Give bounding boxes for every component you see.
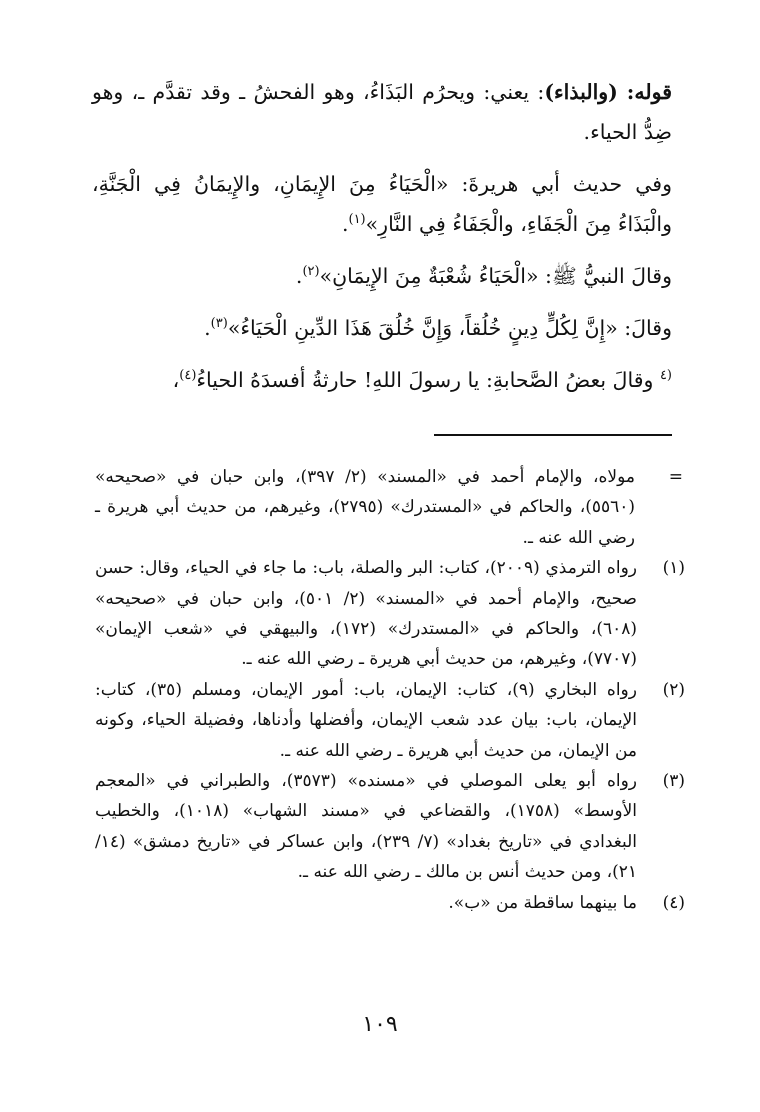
continuation-mark: = [668,467,683,487]
paragraph-abu-hurayra-hadith [92,164,672,244]
footnote-ref-4[interactable]: (٤) [179,368,197,383]
paragraph-text: وقالَ: «إِنَّ لِكُلٍّ دِينٍ خُلُقاً، وَإِنَّ خُلُقَ هَذَا الدِّينِ الْحَيَاءُ» [227,316,672,340]
footnote-3 [95,766,685,888]
footnote-4 [95,888,685,918]
paragraph-haya-shuba [92,256,672,296]
footnote-ref-3[interactable]: (٣) [210,316,228,331]
paragraph-end: . [204,316,211,340]
paragraph-end: . [295,264,303,288]
paragraph-albadhaa [92,72,672,152]
paragraph-text: وقالَ النبيُّ ﷺ: «الْحَيَاءُ شُعْبَةٌ مِنَ الإِيمَانِ» [319,264,672,288]
paragraph-khuluq-din [92,308,672,348]
footnote-text: رواه البخاري (٩)، كتاب: الإيمان، باب: أمور الإيمان، ومسلم (٣٥)، كتاب: الإيمان، باب: بيان عدد شعب الإيمان، وأفضلها وأدناها، وفضيلة الحياء، وكونه من الإيمان، من حديث أبي هريرة ـ رضي الله عنه ـ. [95,679,637,761]
heading-term: قوله: (والبذاء) [544,80,672,104]
footnote-text: مولاه، والإمام أحمد في «المسند» (٢/ ٣٩٧)، وابن حبان في «صحيحه» (٥٥٦٠)، والحاكم في «المستدرك» (٢٧٩٥)، وغيرهم، من حديث أبي هريرة ـ رضي الله عنه ـ. [95,467,635,548]
main-text [92,72,672,412]
page-number: ١٠٩ [362,1012,398,1037]
footnote-open-mark: (٤ [659,368,672,383]
footnote-text: ما بينهما ساقطة من «ب». [448,892,637,913]
footnote-text: رواه أبو يعلى الموصلي في «مسنده» (٣٥٧٣)، والطبراني في «المعجم الأوسط» (١٧٥٨)، والقضاعي في «مسند الشهاب» (١٠١٨)، والخطيب البغدادي في «تاريخ بغداد» (٧/ ٢٣٩)، وابن عساكر في «تاريخ دمشق» (١٤/ ٢١)، ومن حديث أنس بن مالك ـ رضي الله عنه ـ. [95,771,638,883]
footnote-ref-1[interactable]: (١) [348,212,366,227]
footnote-continuation [95,462,685,553]
footnote-number: (٤) [662,892,685,913]
footnote-2 [95,675,685,766]
footnote-ref-2[interactable]: (٢) [302,264,320,279]
paragraph-end: . [341,212,349,236]
paragraph-haritha [92,360,672,400]
paragraph-text: وقالَ بعضُ الصَّحابةِ: يا رسولَ اللهِ! حارثةُ أفسدَهُ الحياءُ [196,368,654,392]
footnote-text: رواه الترمذي (٢٠٠٩)، كتاب: البر والصلة، باب: ما جاء في الحياء، وقال: حسن صحيح، والإمام أحمد في «المسند» (٢/ ٥٠١)، وابن حبان في «صحيحه» (٦٠٨)، والحاكم في «المستدرك» (١٧٢)، والبيهقي في «شعب الإيمان» (٧٧٠٧)، وغيرهم، من حديث أبي هريرة ـ رضي الله عنه ـ. [95,558,638,670]
footnote-number: (٣) [662,771,685,792]
footnote-number: (٢) [662,679,685,700]
footnotes [95,462,685,918]
paragraph-text: وفي حديث أبي هريرةَ: «الْحَيَاءُ مِنَ الإِيمَانِ، والإِيمَانُ فِي الْجَنَّةِ، والْبَذَاءُ مِنَ الْجَفَاءِ، والْجَفَاءُ فِي النَّارِ» [92,172,672,236]
footnote-number: (١) [662,558,685,579]
paragraph-text: : يعني: ويحرُم البَذَاءُ، وهو الفحشُ ـ وقد تقدَّم ـ، وهو ضِدُّ الحياء. [92,80,672,144]
footnote-separator [434,434,672,436]
paragraph-end: ، [172,368,180,392]
footnote-1 [95,553,685,675]
